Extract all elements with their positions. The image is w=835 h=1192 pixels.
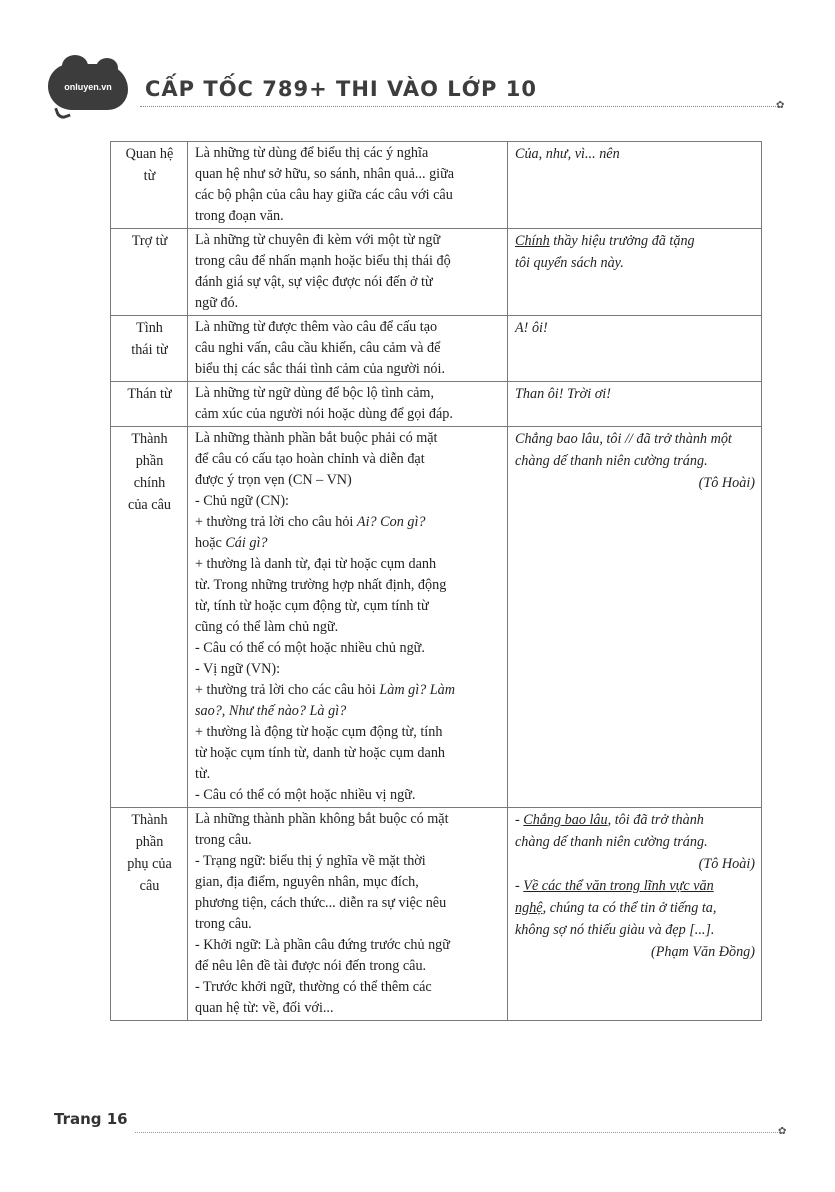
definition-line: Là những từ dùng để biểu thị các ý nghĩa [195,145,429,161]
term-label: Thán từ [127,386,172,402]
example-text: A! ôi! [515,320,548,336]
table-row [111,382,762,427]
header-divider [140,106,780,107]
definition-line: được ý trọn vẹn (CN – VN) [195,472,352,488]
definition-cell [188,316,508,382]
example-dash: - [515,812,524,828]
term-cell [111,427,188,808]
grammar-table [110,141,762,1021]
definition-line: + thường là danh từ, đại từ hoặc cụm danh [195,556,437,572]
question-text: Cái gì? [225,535,268,551]
example-text: Than ôi! Trời ơi! [515,386,611,402]
definition-line: từ, tính từ hoặc cụm động từ, cụm tính từ [195,598,429,614]
definition-line: Là những từ ngữ dùng để bộc lộ tình cảm, [195,385,434,401]
definition-line: từ. Trong những trường hợp nhất định, động [195,577,447,593]
definition-line: - Trạng ngữ: biểu thị ý nghĩa về mặt thời [195,853,426,869]
definition-line: - Vị ngữ (VN): [195,661,281,677]
term-cell [111,229,188,316]
example-text: tôi quyển sách này. [515,255,624,271]
footer-divider-end-icon: ✿ [778,1126,787,1137]
example-text: , chúng ta có thể tin ở tiếng ta, [542,900,717,916]
example-author: (Tô Hoài) [698,856,755,872]
example-cell [508,316,762,382]
example-author: (Tô Hoài) [698,475,755,491]
term-label: phụ của [127,856,172,872]
example-emphasis: Về các thể văn trong lĩnh vực văn [523,878,714,894]
example-cell [508,229,762,316]
term-label: Thành [131,431,168,447]
example-text: không sợ nó thiếu giàu và đẹp [...]. [515,922,715,938]
term-label: từ [143,168,156,184]
table-row [111,142,762,229]
definition-line: - Khởi ngữ: Là phần câu đứng trước chủ ngữ [195,937,450,953]
definition-cell [188,142,508,229]
term-label: Thành [131,812,168,828]
definition-line: phương tiện, cách thức... diễn ra sự việc nêu [195,895,447,911]
term-cell [111,382,188,427]
definition-line: từ. [195,766,211,782]
example-text: chàng dế thanh niên cường tráng. [515,834,708,850]
definition-line: - Câu có thể có một hoặc nhiều chủ ngữ. [195,640,425,656]
definition-line: để câu có cấu tạo hoàn chỉnh và diễn đạt [195,451,425,467]
example-emphasis: nghệ [515,900,543,916]
term-cell [111,142,188,229]
example-cell [508,808,762,1021]
table-row [111,316,762,382]
logo-text: onluyen.vn [64,82,112,92]
definition-cell [188,382,508,427]
definition-line: trong câu. [195,916,252,932]
term-label: câu [139,878,160,894]
definition-line: Là những từ được thêm vào câu để cấu tạo [195,319,438,335]
example-text: , tôi đã trở thành [607,812,704,828]
definition-line: câu nghi vấn, câu cầu khiến, câu cảm và để [195,340,441,356]
table-row [111,229,762,316]
definition-cell [188,808,508,1021]
example-emphasis: Chính [515,233,550,249]
definition-cell [188,229,508,316]
definition-line: quan hệ từ: về, đối với... [195,1000,334,1016]
definition-line: gian, địa điểm, nguyên nhân, mục đích, [195,874,419,890]
definition-line: - Câu có thể có một hoặc nhiều vị ngữ. [195,787,416,803]
definition-line: quan hệ như sở hữu, so sánh, nhân quả... giữa [195,166,455,182]
definition-line: trong đoạn văn. [195,208,284,224]
footer-divider [135,1132,780,1133]
definition-line: + thường trả lời cho các câu hỏi [195,682,376,698]
question-text: Ai? Con gì? [356,514,426,530]
definition-line: đánh giá sự vật, sự việc được nói đến ở từ [195,274,433,290]
question-text: Làm gì? Làm [379,682,456,698]
definition-line: Là những thành phần không bắt buộc có mặt [195,811,449,827]
definition-line: từ hoặc cụm tính từ, danh từ hoặc cụm danh [195,745,446,761]
example-text: Của, như, vì... nên [515,146,620,162]
term-label: của câu [128,497,171,513]
definition-line: + thường trả lời cho câu hỏi [195,514,354,530]
definition-line: trong câu để nhấn mạnh hoặc biểu thị thái độ [195,253,451,269]
term-cell [111,808,188,1021]
term-cell [111,316,188,382]
definition-line: ngữ đó. [195,295,239,311]
example-text: thầy hiệu trưởng đã tặng [549,233,695,249]
example-text: chàng dế thanh niên cường tráng. [515,453,708,469]
definition-line: cũng có thể làm chủ ngữ. [195,619,339,635]
table-row [111,808,762,1021]
definition-line: - Chủ ngữ (CN): [195,493,289,509]
term-label: phần [135,453,164,469]
term-label: Trợ từ [131,233,168,249]
example-cell [508,427,762,808]
page-number: Trang 16 [54,1110,128,1128]
example-cell [508,382,762,427]
definition-line: để nêu lên đề tài được nói đến trong câu. [195,958,427,974]
page-title: CẤP TỐC 789+ THI VÀO LỚP 10 [145,77,537,101]
table-row [111,427,762,808]
definition-line: hoặc [195,535,222,551]
example-text: Chẳng bao lâu, tôi // đã trở thành một [515,431,732,447]
term-label: Quan hệ [125,146,174,162]
term-label: thái từ [131,342,168,358]
question-text: sao?, Như thế nào? Là gì? [195,703,347,719]
definition-line: + thường là động từ hoặc cụm động từ, tính [195,724,443,740]
term-label: chính [133,475,166,491]
definition-line: - Trước khởi ngữ, thường có thể thêm các [195,979,432,995]
term-label: Tình [136,320,163,336]
definition-line: biểu thị các sắc thái tình cảm của người nói. [195,361,445,377]
definition-cell [188,427,508,808]
example-dash: - [515,878,524,894]
example-emphasis: Chẳng bao lâu [523,812,608,828]
term-label: phần [135,834,164,850]
header-divider-end-icon: ✿ [776,100,785,111]
definition-line: Là những từ chuyên đi kèm với một từ ngữ [195,232,441,248]
definition-line: trong câu. [195,832,252,848]
definition-line: Là những thành phần bắt buộc phải có mặt [195,430,438,446]
definition-line: các bộ phận của câu hay giữa các câu với câu [195,187,453,203]
example-author: (Phạm Văn Đồng) [650,944,755,960]
definition-line: cảm xúc của người nói hoặc dùng để gọi đáp. [195,406,453,422]
example-cell [508,142,762,229]
